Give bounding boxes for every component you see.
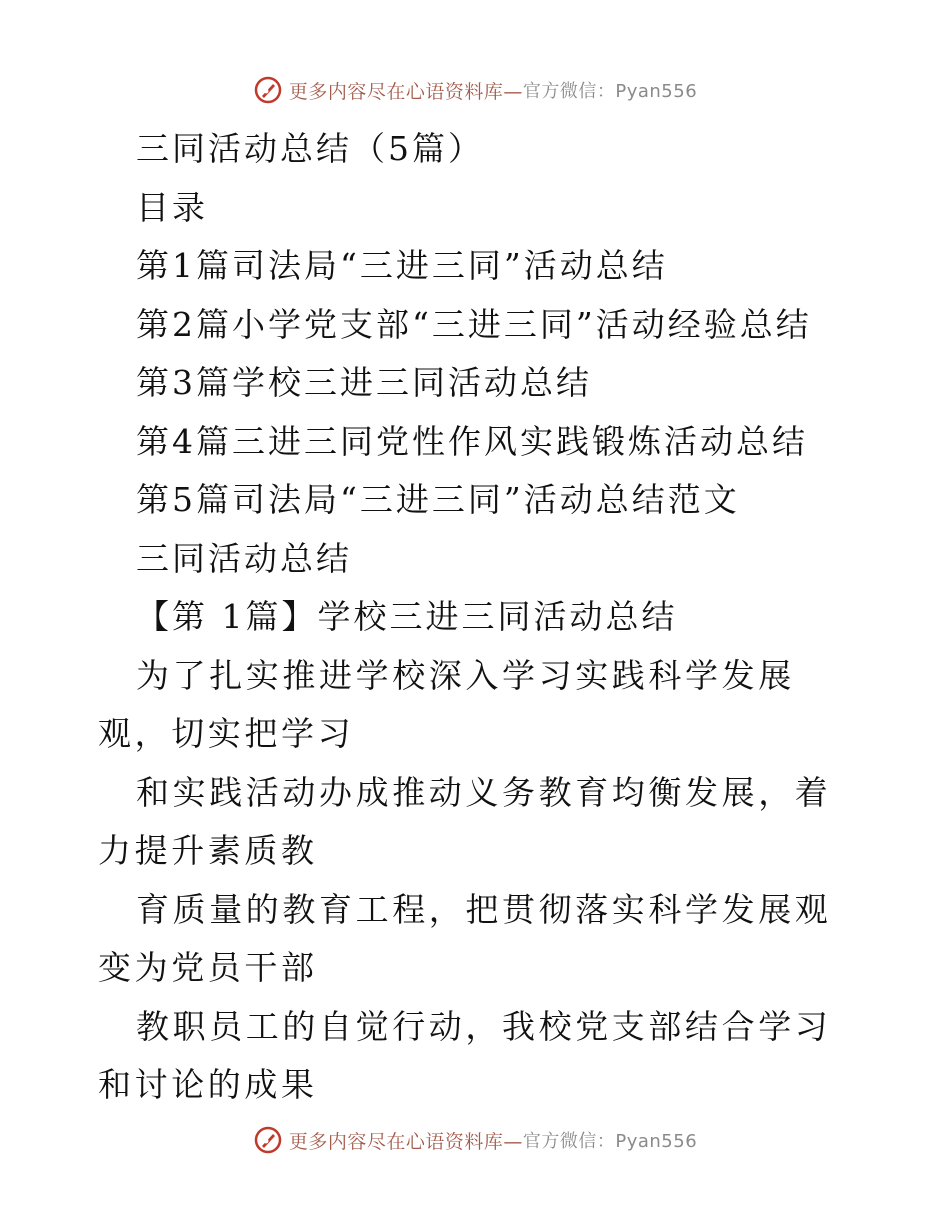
banner-wechat: 官方微信：Pyan556 — [522, 1131, 698, 1152]
banner-text: 更多内容尽在心语资料库— — [288, 80, 523, 103]
toc-item: 第5篇司法局“三进三同”活动总结范文 — [136, 480, 740, 519]
toc-heading: 目录 — [136, 187, 208, 227]
toc-item: 第1篇司法局“三进三同”活动总结 — [136, 246, 668, 285]
section-title: 三同活动总结 — [136, 538, 352, 578]
toc-item: 第4篇三进三同党性作风实践锻炼活动总结 — [136, 421, 808, 461]
body-paragraph: 为了扎实推进学校深入学习实践科学发展观，切实把学习 — [98, 655, 795, 753]
article-heading: 【第 1篇】学校三进三同活动总结 — [136, 597, 678, 636]
banner-wechat: 官方微信：Pyan556 — [522, 81, 698, 102]
pen-swirl-logo-icon — [253, 1125, 283, 1155]
body-paragraph: 育质量的教育工程，把贯彻落实科学发展观变为党员干部 — [98, 889, 832, 987]
body-paragraph: 和实践活动办成推动义务教育均衡发展，着力提升素质教 — [98, 772, 832, 870]
body-paragraph: 教职员工的自觉行动，我校党支部结合学习和讨论的成果 — [98, 1006, 832, 1104]
toc-item: 第3篇学校三进三同活动总结 — [136, 363, 592, 402]
footer-watermark-banner — [0, 1120, 950, 1160]
document-body — [98, 120, 858, 1115]
toc-item: 第2篇小学党支部“三进三同”活动经验总结 — [136, 304, 812, 344]
banner-text: 更多内容尽在心语资料库— — [288, 1130, 523, 1153]
pen-swirl-logo-icon — [253, 75, 283, 105]
document-title: 三同活动总结（5篇） — [136, 129, 484, 168]
header-watermark-banner — [0, 70, 950, 110]
